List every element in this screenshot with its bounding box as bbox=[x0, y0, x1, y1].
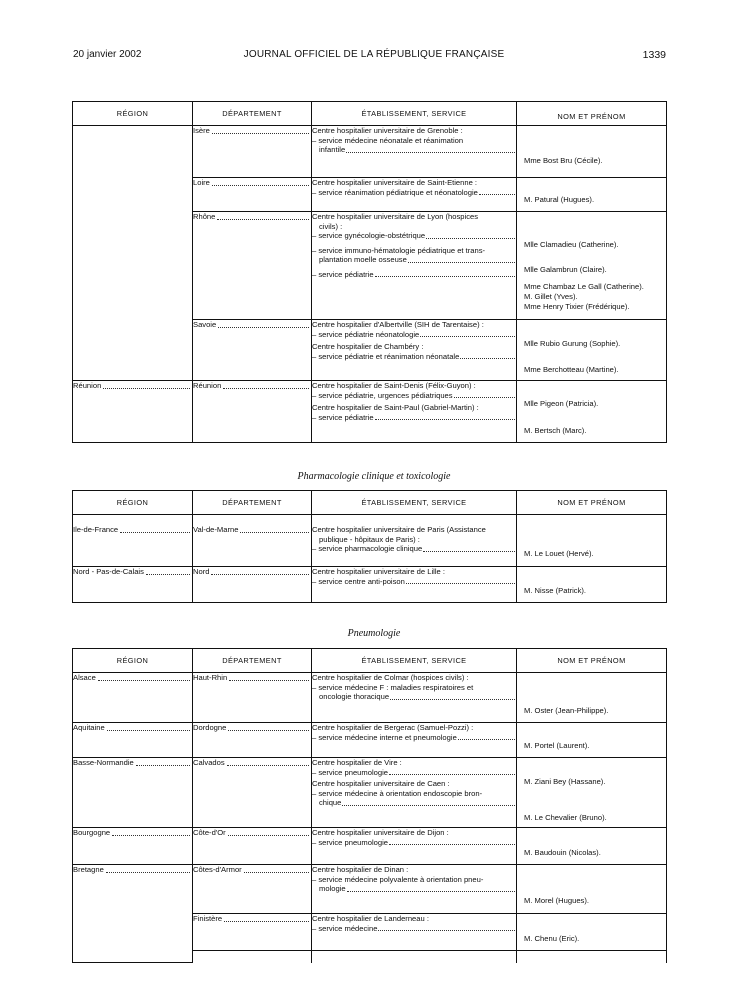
service-label: – service pédiatrie bbox=[312, 269, 374, 279]
etab-label: civils) : bbox=[319, 221, 343, 231]
person-name: Mme Chambaz Le Gall (Catherine). bbox=[524, 282, 644, 291]
service-label: – service pédiatrie bbox=[312, 412, 374, 422]
service-label: – service centre anti-poison bbox=[312, 576, 405, 586]
etab-label: Centre hospitalier universitaire de Grenoble : bbox=[312, 126, 463, 135]
person-name: Mme Berchotteau (Martine). bbox=[524, 365, 619, 374]
etab-label: Centre hospitalier de Bergerac (Samuel-Pozzi) : bbox=[312, 723, 474, 732]
table-pneumologie bbox=[72, 648, 667, 963]
service-label: – service médecine interne et pneumologie bbox=[312, 732, 457, 742]
service-label: – service médecine néonatale et réanimation bbox=[312, 135, 464, 145]
service-label: – service pharmacologie clinique bbox=[312, 544, 423, 553]
person-name: M. Baudouin (Nicolas). bbox=[524, 848, 601, 857]
person-name: Mme Henry Tixier (Frédérique). bbox=[524, 302, 630, 311]
service-label: – service médecine F : maladies respiratoires et bbox=[312, 682, 474, 692]
col-header-nom: NOM ET PRÉNOM bbox=[517, 649, 667, 673]
dept-label: Rhône bbox=[193, 212, 216, 221]
region-label: Alsace bbox=[73, 673, 96, 682]
service-label: – service médecine polyvalente à orientation pneu- bbox=[312, 874, 484, 884]
service-label: chique bbox=[319, 798, 342, 807]
service-label: – service gynécologie-obstétrique bbox=[312, 231, 426, 240]
service-label: – service pneumologie bbox=[312, 837, 388, 847]
section-title-pneumologie: Pneumologie bbox=[347, 628, 401, 639]
service-label: mologie bbox=[319, 884, 346, 893]
col-header-etablissement: ÉTABLISSEMENT, SERVICE bbox=[312, 491, 517, 515]
etab-label: Centre hospitalier de Dinan : bbox=[312, 865, 409, 874]
etab-label: Centre hospitalier universitaire de Dijon : bbox=[312, 828, 449, 837]
person-name: Mlle Pigeon (Patricia). bbox=[524, 399, 599, 408]
dept-label: Savoie bbox=[193, 320, 217, 329]
etab-label: Centre hospitalier de Colmar (hospices civils) : bbox=[312, 673, 469, 682]
region-label: Nord - Pas-de-Calais bbox=[73, 567, 144, 576]
region-label: Réunion bbox=[73, 381, 102, 390]
service-label: – service pneumologie bbox=[312, 767, 388, 777]
table-pharmacologie bbox=[72, 490, 667, 603]
etab-label: Centre hospitalier de Saint-Paul (Gabriel-Martin) : bbox=[312, 403, 479, 412]
service-label: – service immuno-hématologie pédiatrique et trans- bbox=[312, 245, 486, 255]
person-name: M. Bertsch (Marc). bbox=[524, 426, 587, 435]
service-label: infantile bbox=[319, 145, 346, 154]
dept-label: Côtes-d'Armor bbox=[193, 865, 242, 874]
person-name: Mlle Clamadieu (Catherine). bbox=[524, 240, 619, 249]
service-label: – service médecine à orientation endoscopie bron- bbox=[312, 788, 483, 798]
etab-label: Centre hospitalier de Saint-Denis (Félix-Guyon) : bbox=[312, 381, 476, 390]
col-header-departement: DÉPARTEMENT bbox=[193, 102, 312, 126]
etab-label: Centre hospitalier d'Albertville (SIH de Tarentaise) : bbox=[312, 320, 484, 329]
col-header-departement: DÉPARTEMENT bbox=[193, 649, 312, 673]
person-name: Mlle Galambrun (Claire). bbox=[524, 265, 607, 274]
dept-label: Réunion bbox=[193, 381, 222, 390]
col-header-etablissement: ÉTABLISSEMENT, SERVICE bbox=[312, 649, 517, 673]
dept-label: Côte-d'Or bbox=[193, 828, 226, 837]
person-name: M. Nisse (Patrick). bbox=[524, 586, 587, 595]
person-name: M. Chenu (Eric). bbox=[524, 934, 580, 943]
service-label: – service pédiatrie néonatologie bbox=[312, 329, 420, 339]
etab-label: Centre hospitalier universitaire de Lyon (hospices bbox=[312, 212, 479, 221]
col-header-nom: NOM ET PRÉNOM bbox=[517, 491, 667, 515]
etab-label: Centre hospitalier universitaire de Lille : bbox=[312, 567, 445, 576]
region-cell-empty bbox=[73, 126, 193, 381]
person-name: M. Ziani Bey (Hassane). bbox=[524, 777, 606, 786]
region-label: Ile-de-France bbox=[73, 525, 119, 534]
person-name: Mlle Rubio Gurung (Sophie). bbox=[524, 339, 621, 348]
region-label: Aquitaine bbox=[73, 723, 105, 732]
dept-label: Val-de-Marne bbox=[193, 525, 239, 534]
region-label: Bretagne bbox=[73, 865, 104, 874]
page-number: 1339 bbox=[642, 49, 666, 61]
col-header-etablissement: ÉTABLISSEMENT, SERVICE bbox=[312, 102, 517, 126]
etab-label: Centre hospitalier de Chambéry : bbox=[312, 342, 424, 351]
service-label: – service médecine bbox=[312, 923, 378, 933]
dept-label: Nord bbox=[193, 567, 210, 576]
dept-label: Isère bbox=[193, 126, 210, 135]
col-header-region: RÉGION bbox=[73, 491, 193, 515]
table-row-continued bbox=[193, 951, 312, 963]
region-label: Bourgogne bbox=[73, 828, 111, 837]
dept-label: Loire bbox=[193, 178, 210, 187]
person-name: M. Le Chevalier (Bruno). bbox=[524, 813, 607, 822]
table-row-continued bbox=[517, 951, 667, 963]
dept-label: Calvados bbox=[193, 758, 225, 767]
person-name: Mme Bost Bru (Cécile). bbox=[524, 156, 603, 165]
person-name: M. Patural (Hugues). bbox=[524, 195, 595, 204]
col-header-region: RÉGION bbox=[73, 649, 193, 673]
etab-label: Centre hospitalier universitaire de Caen : bbox=[312, 779, 450, 788]
col-header-nom: NOM ET PRÉNOM bbox=[517, 102, 667, 126]
person-name: M. Gillet (Yves). bbox=[524, 292, 578, 301]
journal-title: JOURNAL OFFICIEL DE LA RÉPUBLIQUE FRANÇAISE bbox=[243, 49, 505, 60]
service-label: – service réanimation pédiatrique et néonatologie bbox=[312, 187, 478, 197]
service-label: plantation moelle osseuse bbox=[319, 255, 407, 264]
person-name: M. Oster (Jean-Philippe). bbox=[524, 706, 609, 715]
region-label: Basse-Normandie bbox=[73, 758, 134, 767]
header-date: 20 janvier 2002 bbox=[73, 49, 142, 60]
service-label: – service pédiatrie, urgences pédiatriques bbox=[312, 390, 453, 400]
table-pediatrie bbox=[72, 101, 667, 443]
service-label: oncologie thoracique bbox=[319, 692, 390, 701]
col-header-departement: DÉPARTEMENT bbox=[193, 491, 312, 515]
section-title-pharmacologie: Pharmacologie clinique et toxicologie bbox=[297, 471, 451, 482]
etab-label: publique - hôpitaux de Paris) : bbox=[319, 534, 420, 544]
etab-label: Centre hospitalier de Landerneau : bbox=[312, 914, 429, 923]
person-name: M. Morel (Hugues). bbox=[524, 896, 589, 905]
dept-label: Haut-Rhin bbox=[193, 673, 228, 682]
col-header-region: RÉGION bbox=[73, 102, 193, 126]
table-row-continued bbox=[312, 951, 517, 963]
service-label: – service pédiatrie et réanimation néonatale bbox=[312, 351, 460, 361]
etab-label: Centre hospitalier de Vire : bbox=[312, 758, 402, 767]
person-name: M. Portel (Laurent). bbox=[524, 741, 590, 750]
person-name: M. Le Louet (Hervé). bbox=[524, 549, 594, 558]
table-row bbox=[193, 126, 312, 178]
etab-label: Centre hospitalier universitaire de Saint-Etienne : bbox=[312, 178, 478, 187]
dept-label: Finistère bbox=[193, 914, 223, 923]
dept-label: Dordogne bbox=[193, 723, 227, 732]
etab-label: Centre hospitalier universitaire de Paris (Assistance bbox=[312, 525, 486, 534]
